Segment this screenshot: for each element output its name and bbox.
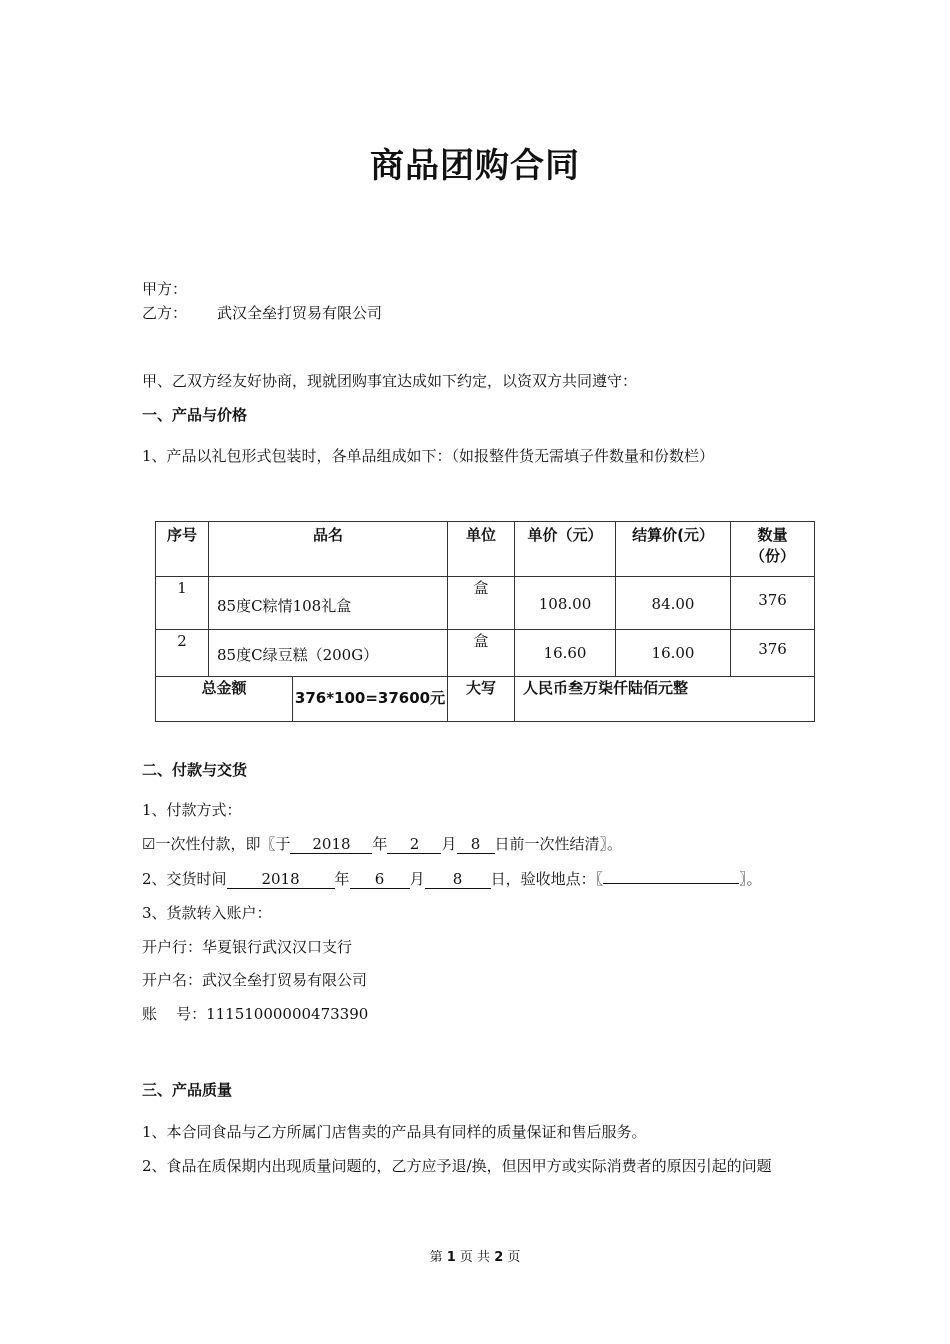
section3-item1: 1、本合同食品与乙方所属门店售卖的产品具有同样的质量保证和售后服务。 [142, 1123, 647, 1141]
row-seq: 2 [156, 630, 209, 677]
section1-heading: 一、产品与价格 [142, 406, 248, 424]
row-seq: 1 [156, 577, 209, 630]
goods-table [155, 521, 815, 722]
account-number-line [142, 1004, 368, 1024]
onetime-checkbox[interactable]: ☑ [142, 835, 156, 853]
onetime-day: 8 [457, 836, 495, 854]
row-name: 85度C粽情108礼盒 [209, 577, 448, 630]
header-qty [731, 522, 815, 577]
contract-title: 商品团购合同 [370, 146, 580, 186]
onetime-year-unit: 年 [372, 835, 388, 853]
account-number-label: 账 号： [142, 1005, 207, 1023]
row-qty: 376 [731, 630, 815, 677]
footer-suffix: 页 [507, 1250, 521, 1265]
header-settle: 结算价(元） [616, 522, 731, 577]
party-b-name: 武汉全垒打贸易有限公司 [217, 304, 383, 322]
onetime-month-unit: 月 [441, 835, 457, 853]
delivery-mid: 日，验收地点：〖 [490, 870, 604, 888]
delivery-line [142, 869, 762, 889]
account-label: 3、货款转入账户： [142, 904, 272, 922]
section2-heading: 二、付款与交货 [142, 761, 248, 779]
party-a-label: 甲方： [142, 280, 188, 298]
header-price: 单价（元） [515, 522, 616, 577]
table-row [156, 577, 815, 630]
onetime-line [142, 834, 622, 854]
delivery-place [603, 883, 739, 884]
account-name-line: 开户名：武汉全垒打贸易有限公司 [142, 971, 368, 989]
total-caps-label: 大写 [448, 677, 515, 722]
row-settle: 16.00 [616, 630, 731, 677]
footer-page-number: 1 [446, 1250, 456, 1265]
delivery-suffix: 〗。 [739, 870, 762, 888]
table-header-row [156, 522, 815, 577]
delivery-month: 6 [350, 871, 410, 889]
header-qty-line2: （份） [750, 547, 796, 565]
header-qty-line1: 数量 [757, 526, 788, 544]
row-price: 16.60 [515, 630, 616, 677]
delivery-month-unit: 月 [409, 870, 425, 888]
row-unit: 盒 [448, 577, 515, 630]
party-a-line [142, 279, 187, 299]
delivery-prefix: 2、交货时间 [142, 870, 227, 888]
delivery-day: 8 [425, 871, 491, 889]
party-b-label: 乙方： [142, 304, 188, 322]
onetime-suffix: 日前一次性结清〗。 [494, 835, 623, 853]
party-b-line [142, 303, 382, 323]
delivery-year: 2018 [227, 871, 335, 889]
onetime-year: 2018 [290, 836, 372, 854]
header-name: 品名 [209, 522, 448, 577]
header-seq: 序号 [156, 522, 209, 577]
account-number: 11151000000473390 [206, 1005, 369, 1023]
table-total-row [156, 677, 815, 722]
row-qty: 376 [731, 577, 815, 630]
total-formula: 376*100=37600元 [293, 677, 448, 722]
row-unit: 盒 [448, 630, 515, 677]
row-price: 108.00 [515, 577, 616, 630]
table-row [156, 630, 815, 677]
row-name: 85度C绿豆糕（200G） [209, 630, 448, 677]
row-settle: 84.00 [616, 577, 731, 630]
onetime-month: 2 [387, 836, 441, 854]
footer-mid: 页 共 [459, 1250, 491, 1265]
bank-line: 开户行：华夏银行武汉汉口支行 [142, 938, 353, 956]
onetime-prefix: 一次性付款，即〖于 [155, 835, 291, 853]
delivery-year-unit: 年 [334, 870, 350, 888]
page-footer [0, 1246, 950, 1265]
intro-text: 甲、乙双方经友好协商，现就团购事宜达成如下约定，以资双方共同遵守： [142, 372, 638, 390]
footer-prefix: 第 [429, 1250, 443, 1265]
section1-item1: 1、产品以礼包形式包装时，各单品组成如下：（如报整件货无需填子件数量和份数栏） [142, 447, 715, 465]
payment-label: 1、付款方式： [142, 801, 242, 819]
footer-total-pages: 2 [494, 1250, 504, 1265]
total-label: 总金额 [156, 677, 293, 722]
total-caps-value: 人民币叁万柒仟陆佰元整 [515, 677, 815, 722]
section3-heading: 三、产品质量 [142, 1081, 233, 1099]
section3-item2: 2、食品在质保期内出现质量问题的，乙方应予退/换，但因甲方或实际消费者的原因引起的问题 [142, 1157, 772, 1175]
header-unit: 单位 [448, 522, 515, 577]
